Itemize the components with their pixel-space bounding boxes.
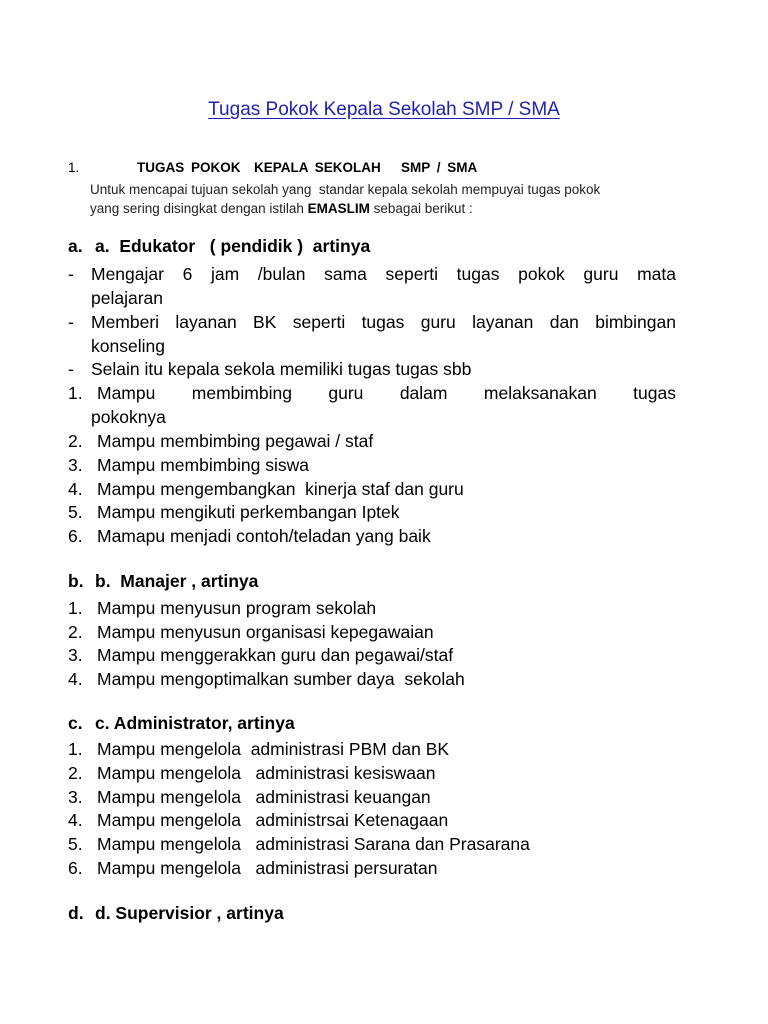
document-title: Tugas Pokok Kepala Sekolah SMP / SMA bbox=[208, 99, 560, 120]
list-item-line: Mamapu menjadi contoh/teladan yang baik bbox=[97, 526, 431, 546]
list-item-line: Mampu mengelola administrasi persuratan bbox=[97, 858, 438, 878]
list-number: 3. bbox=[68, 645, 83, 665]
list-number: 1. bbox=[68, 383, 83, 403]
intro-line-2-after: sebagai berikut : bbox=[369, 201, 473, 216]
list-item-line: Mampu mengembangkan kinerja staf dan guru bbox=[97, 479, 464, 499]
list-item bbox=[68, 643, 676, 667]
list-item bbox=[68, 808, 676, 832]
list-item bbox=[68, 477, 676, 501]
list-item-line: Selain itu kepala sekola memiliki tugas tugas sbb bbox=[91, 359, 472, 379]
intro-line-1: Untuk mencapai tujuan sekolah yang standar kepala sekolah mempuyai tugas pokok bbox=[90, 182, 601, 197]
list-item-line: Mampu menyusun program sekolah bbox=[97, 598, 377, 618]
list-number: 5. bbox=[68, 502, 83, 522]
section-d-title: d. Supervisior , artinya bbox=[95, 903, 284, 923]
list-item-line: Mampu membimbing siswa bbox=[97, 455, 310, 475]
intro-paragraph bbox=[90, 180, 680, 218]
list-item bbox=[68, 620, 676, 644]
list-item-line: Mengajar 6 jam /bulan sama seperti tugas pokok guru mata bbox=[91, 264, 676, 284]
list-item bbox=[68, 785, 676, 809]
emaslim-term: EMASLIM bbox=[307, 201, 370, 216]
section-c-heading bbox=[68, 713, 295, 734]
list-number: 6. bbox=[68, 526, 83, 546]
list-item-line: Mampu menggerakkan guru dan pegawai/staf bbox=[97, 645, 454, 665]
list-number: 3. bbox=[68, 455, 83, 475]
list-number: 1. bbox=[68, 598, 83, 618]
list-item bbox=[68, 310, 676, 358]
section-d-heading bbox=[68, 903, 284, 924]
list-item bbox=[68, 429, 676, 453]
list-item bbox=[68, 832, 676, 856]
dash-marker: - bbox=[68, 359, 74, 379]
list-number: 5. bbox=[68, 834, 83, 854]
list-item-line: Mampu mengikuti perkembangan Iptek bbox=[97, 502, 400, 522]
list-item bbox=[68, 357, 676, 381]
list-item bbox=[68, 262, 676, 310]
intro-line-2 bbox=[90, 199, 680, 218]
list-item-line: Mampu membimbing pegawai / staf bbox=[97, 431, 374, 451]
list-item bbox=[68, 856, 676, 880]
list-number: 2. bbox=[68, 431, 83, 451]
section-a-title: a. Edukator ( pendidik ) artinya bbox=[95, 236, 371, 256]
section-b-title: b. Manajer , artinya bbox=[95, 571, 259, 591]
list-item-line: konseling bbox=[91, 336, 165, 356]
list-item bbox=[68, 453, 676, 477]
intro-line-2-before: yang sering disingkat dengan istilah bbox=[90, 201, 308, 216]
dash-marker: - bbox=[68, 312, 74, 332]
section-c-title: c. Administrator, artinya bbox=[95, 713, 295, 733]
list-item bbox=[68, 667, 676, 691]
list-item bbox=[68, 500, 676, 524]
intro-number: 1. bbox=[68, 160, 80, 175]
list-number: 3. bbox=[68, 787, 83, 807]
list-number: 2. bbox=[68, 763, 83, 783]
intro-heading: TUGAS POKOK KEPALA SEKOLAH SMP / SMA bbox=[137, 160, 478, 175]
section-a-heading bbox=[68, 236, 370, 257]
section-b-marker: b. bbox=[68, 571, 84, 591]
list-number: 4. bbox=[68, 479, 83, 499]
list-item-line: pelajaran bbox=[91, 288, 163, 308]
list-item bbox=[68, 596, 676, 620]
section-b-heading bbox=[68, 571, 258, 592]
section-c-marker: c. bbox=[68, 713, 83, 733]
section-d-marker: d. bbox=[68, 903, 84, 923]
list-item-line: Mampu mengoptimalkan sumber daya sekolah bbox=[97, 669, 465, 689]
list-number: 2. bbox=[68, 622, 83, 642]
list-item-line: Mampu mengelola administrasi Sarana dan Prasarana bbox=[97, 834, 530, 854]
list-item-line: Mampu mengelola administrasi kesiswaan bbox=[97, 763, 436, 783]
list-number: 4. bbox=[68, 810, 83, 830]
list-item-line: Mampu mengelola administrsai Ketenagaan bbox=[97, 810, 449, 830]
list-item-line: Mampu mengelola administrasi keuangan bbox=[97, 787, 431, 807]
list-item-line: Memberi layanan BK seperti tugas guru layanan dan bimbingan bbox=[91, 312, 676, 332]
list-item bbox=[68, 761, 676, 785]
dash-marker: - bbox=[68, 264, 74, 284]
list-item bbox=[68, 381, 676, 429]
list-number: 4. bbox=[68, 669, 83, 689]
list-number: 6. bbox=[68, 858, 83, 878]
list-item-line: Mampu membimbing guru dalam melaksanakan tugas bbox=[97, 383, 676, 403]
list-number: 1. bbox=[68, 739, 83, 759]
list-item-line: Mampu menyusun organisasi kepegawaian bbox=[97, 622, 434, 642]
list-item bbox=[68, 524, 676, 548]
list-item bbox=[68, 737, 676, 761]
list-item-line: Mampu mengelola administrasi PBM dan BK bbox=[97, 739, 450, 759]
list-item-line: pokoknya bbox=[91, 407, 166, 427]
section-a-marker: a. bbox=[68, 236, 83, 256]
